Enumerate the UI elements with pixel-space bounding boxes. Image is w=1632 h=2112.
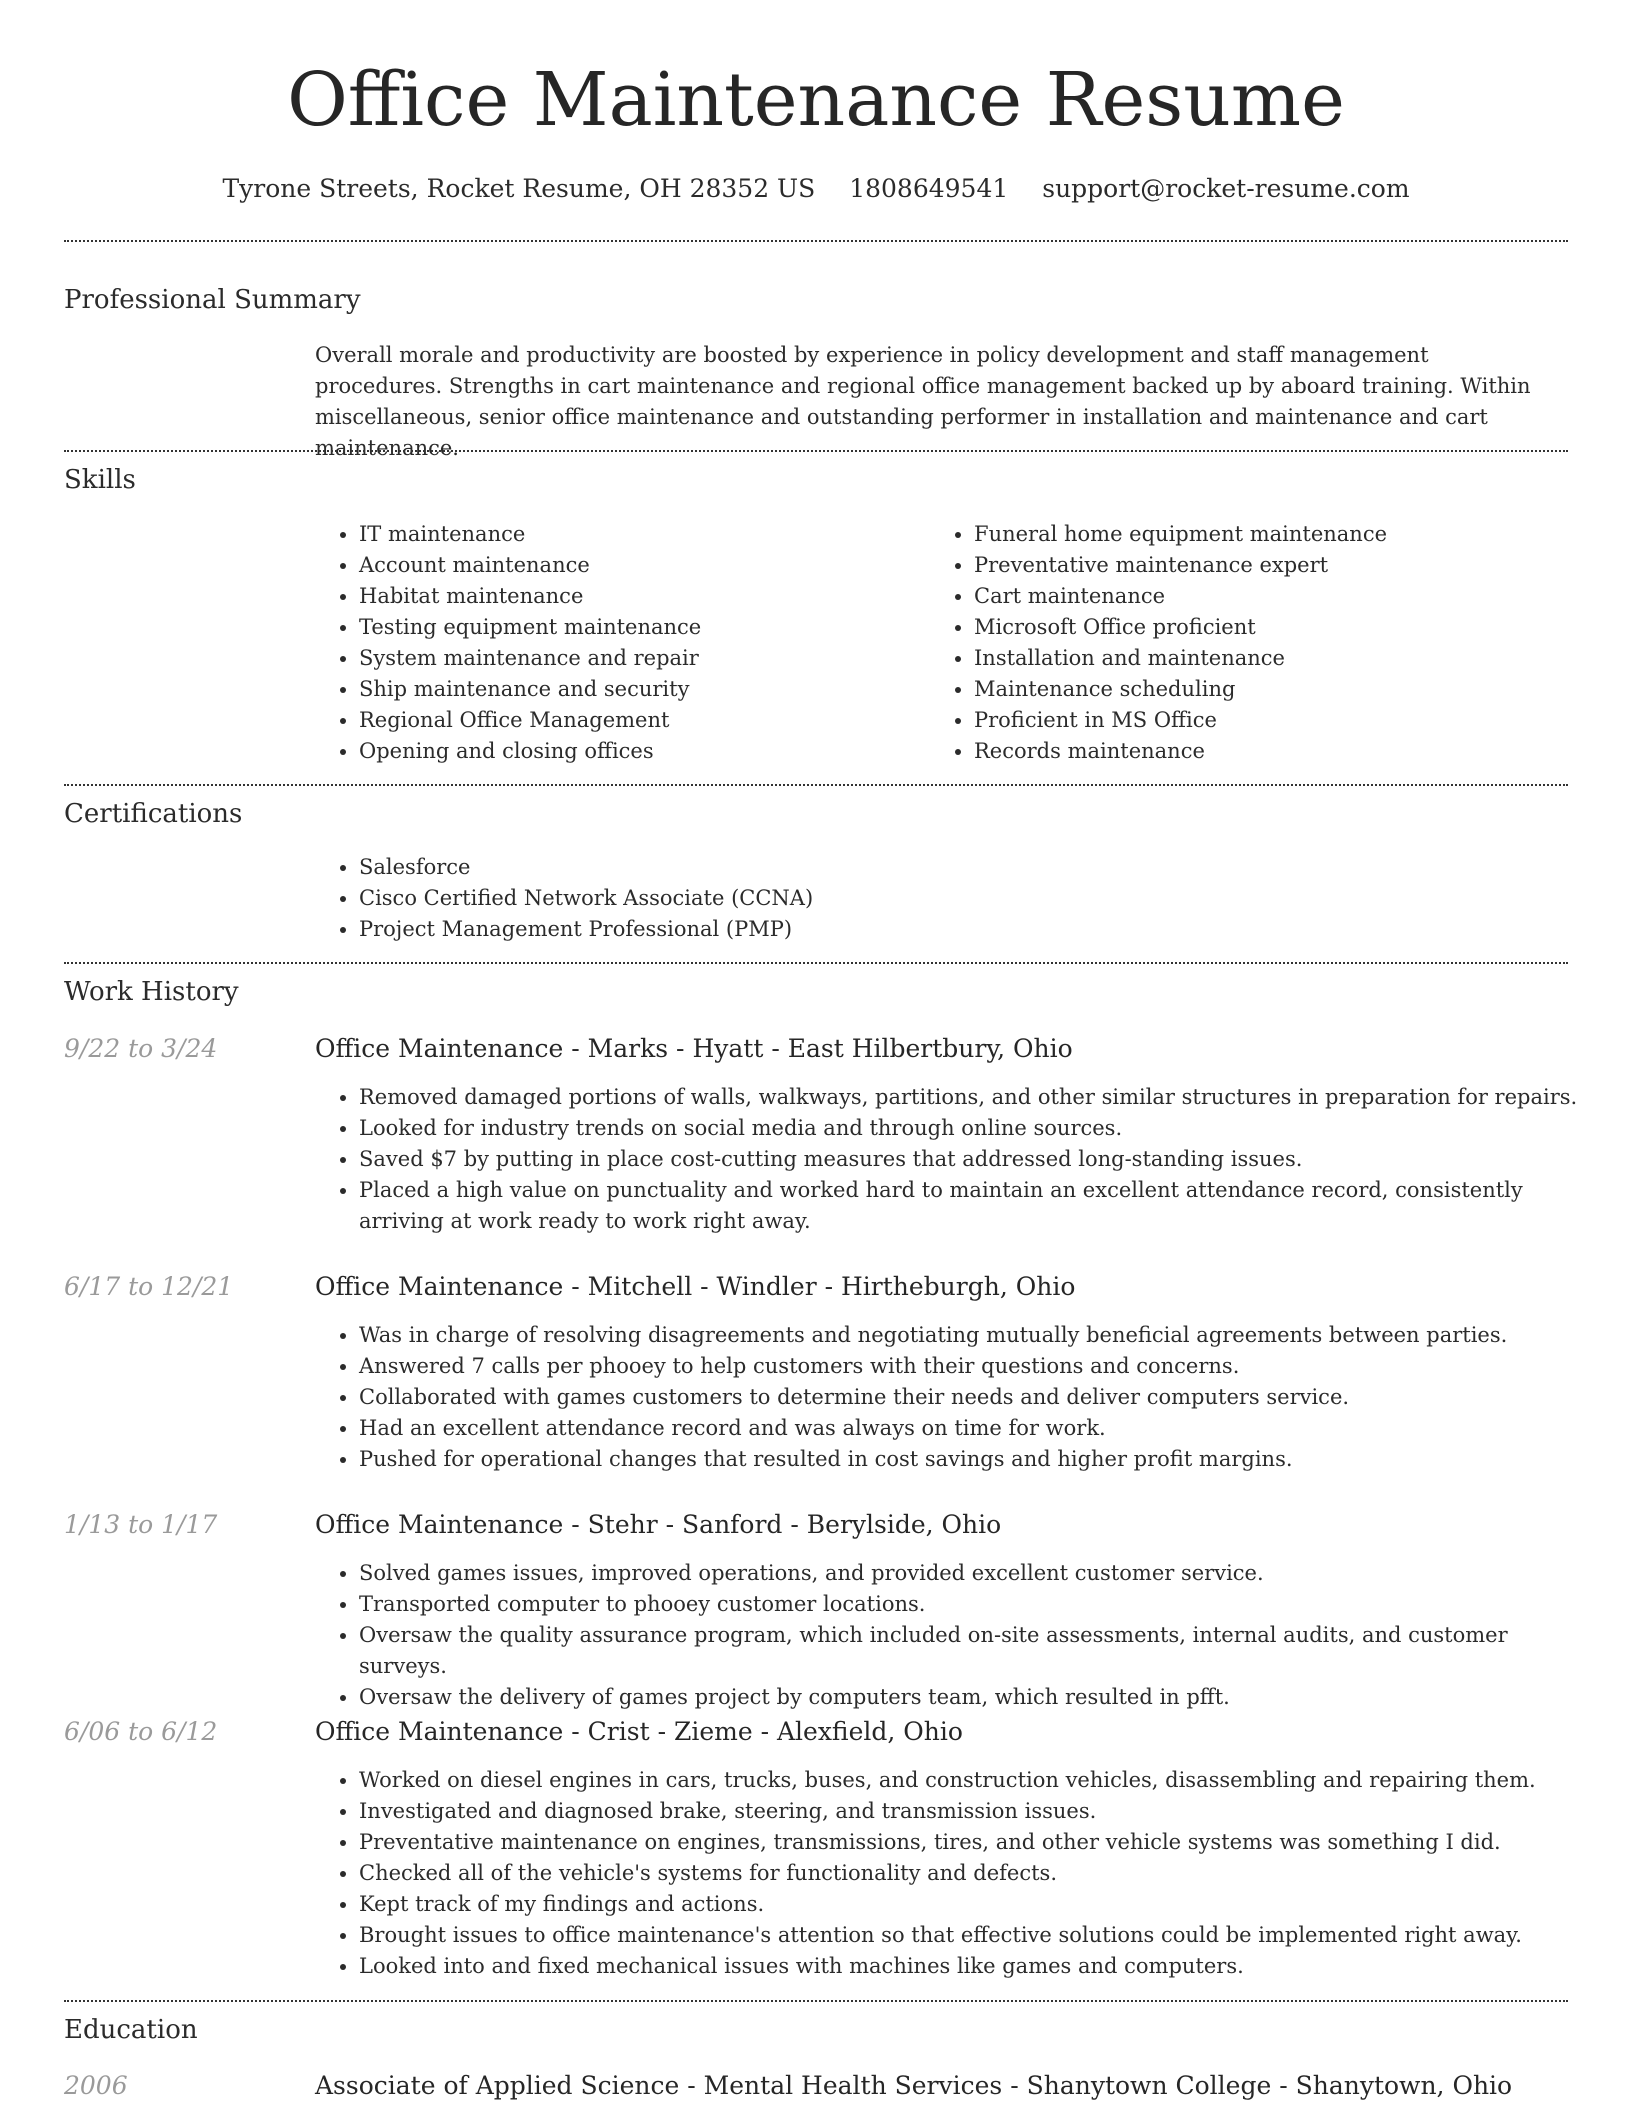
list-item: • Saved $7 by putting in place cost-cutting measures that addressed long-standing issues.	[359, 1144, 1584, 1175]
list-item: • Preventative maintenance on engines, transmissions, tires, and other vehicle systems was something I did.	[359, 1827, 1584, 1858]
list-item: • Checked all of the vehicle's systems for functionality and defects.	[359, 1858, 1584, 1889]
job-dates: 6/06 to 6/12	[64, 1717, 218, 1746]
list-item: • Maintenance scheduling	[974, 674, 1574, 705]
list-item: • Oversaw the delivery of games project by computers team, which resulted in pfft.	[359, 1682, 1584, 1713]
job-title: Office Maintenance - Stehr - Sanford - Berylside, Ohio	[315, 1510, 1002, 1539]
list-item: • Solved games issues, improved operations, and provided excellent customer service.	[359, 1558, 1584, 1589]
list-item: • Account maintenance	[359, 550, 919, 581]
contact-address: Tyrone Streets, Rocket Resume, OH 28352 US	[222, 174, 816, 203]
divider	[64, 450, 1568, 452]
list-item: • Investigated and diagnosed brake, steering, and transmission issues.	[359, 1796, 1584, 1827]
list-item: • System maintenance and repair	[359, 643, 919, 674]
skills-list-left	[315, 519, 919, 767]
work-history-heading: Work History	[64, 977, 239, 1007]
divider	[64, 784, 1568, 786]
education-heading: Education	[64, 2015, 198, 2045]
education-title: Associate of Applied Science - Mental Health Services - Shanytown College - Shanytown, Ohio	[315, 2071, 1513, 2100]
list-item: • Kept track of my findings and actions.	[359, 1889, 1584, 1920]
job-bullets	[315, 1765, 1584, 1982]
list-item: • Opening and closing offices	[359, 736, 919, 767]
job-dates: 1/13 to 1/17	[64, 1510, 218, 1539]
divider	[64, 962, 1568, 964]
job-bullets	[315, 1558, 1584, 1713]
skills-heading: Skills	[64, 465, 136, 495]
job-title: Office Maintenance - Crist - Zieme - Alexfield, Ohio	[315, 1717, 963, 1746]
list-item: • Transported computer to phooey customer locations.	[359, 1589, 1584, 1620]
list-item: • Answered 7 calls per phooey to help customers with their questions and concerns.	[359, 1351, 1584, 1382]
list-item: • Looked for industry trends on social media and through online sources.	[359, 1113, 1584, 1144]
contact-email: support@rocket-resume.com	[1042, 174, 1410, 203]
certifications-heading: Certifications	[64, 799, 243, 829]
list-item: • Proficient in MS Office	[974, 705, 1574, 736]
job-bullets	[315, 1320, 1584, 1475]
list-item: • Had an excellent attendance record and was always on time for work.	[359, 1413, 1584, 1444]
list-item: • Funeral home equipment maintenance	[974, 519, 1574, 550]
resume-title: Office Maintenance Resume	[287, 57, 1345, 143]
list-item: • Pushed for operational changes that resulted in cost savings and higher profit margins.	[359, 1444, 1584, 1475]
list-item: • Brought issues to office maintenance's attention so that effective solutions could be implemented right away.	[359, 1920, 1584, 1951]
job-dates: 9/22 to 3/24	[64, 1034, 218, 1063]
job-dates: 6/17 to 12/21	[64, 1272, 234, 1301]
list-item: • Collaborated with games customers to determine their needs and deliver computers service.	[359, 1382, 1584, 1413]
list-item: • Placed a high value on punctuality and worked hard to maintain an excellent attendance record, consistently arriving at work ready to work right away.	[359, 1175, 1584, 1237]
list-item: • Preventative maintenance expert	[974, 550, 1574, 581]
list-item: • Oversaw the quality assurance program, which included on-site assessments, internal audits, and customer surveys.	[359, 1620, 1584, 1682]
list-item: • Microsoft Office proficient	[974, 612, 1574, 643]
education-year: 2006	[64, 2071, 128, 2100]
skills-list-right	[930, 519, 1574, 767]
list-item: • Habitat maintenance	[359, 581, 919, 612]
job-title: Office Maintenance - Marks - Hyatt - East Hilbertbury, Ohio	[315, 1034, 1073, 1063]
list-item: • Salesforce	[359, 852, 1559, 883]
list-item: • Installation and maintenance	[974, 643, 1574, 674]
certifications-list	[315, 852, 1559, 945]
list-item: • Ship maintenance and security	[359, 674, 919, 705]
list-item: • Cisco Certified Network Associate (CCNA)	[359, 883, 1559, 914]
summary-text: Overall morale and productivity are boosted by experience in policy development and staff management procedures. Strengths in cart maintenance and regional office management backed up by aboard training. Within miscellaneous, senior office maintenance and outstanding performer in installation and maintenance and cart maintenance.	[315, 343, 1531, 460]
job-title: Office Maintenance - Mitchell - Windler - Hirtheburgh, Ohio	[315, 1272, 1076, 1301]
list-item: • Cart maintenance	[974, 581, 1574, 612]
list-item: • Records maintenance	[974, 736, 1574, 767]
contact-line	[64, 170, 1568, 208]
list-item: • Testing equipment maintenance	[359, 612, 919, 643]
list-item: • Project Management Professional (PMP)	[359, 914, 1559, 945]
list-item: • Regional Office Management	[359, 705, 919, 736]
list-item: • Worked on diesel engines in cars, trucks, buses, and construction vehicles, disassembling and repairing them.	[359, 1765, 1584, 1796]
list-item: • IT maintenance	[359, 519, 919, 550]
divider	[64, 240, 1568, 242]
list-item: • Looked into and fixed mechanical issues with machines like games and computers.	[359, 1951, 1584, 1982]
contact-phone: 1808649541	[849, 174, 1009, 203]
divider	[64, 2000, 1568, 2002]
list-item: • Was in charge of resolving disagreements and negotiating mutually beneficial agreements between parties.	[359, 1320, 1584, 1351]
job-bullets	[315, 1082, 1584, 1237]
summary-heading: Professional Summary	[64, 285, 361, 315]
list-item: • Removed damaged portions of walls, walkways, partitions, and other similar structures in preparation for repairs.	[359, 1082, 1584, 1113]
